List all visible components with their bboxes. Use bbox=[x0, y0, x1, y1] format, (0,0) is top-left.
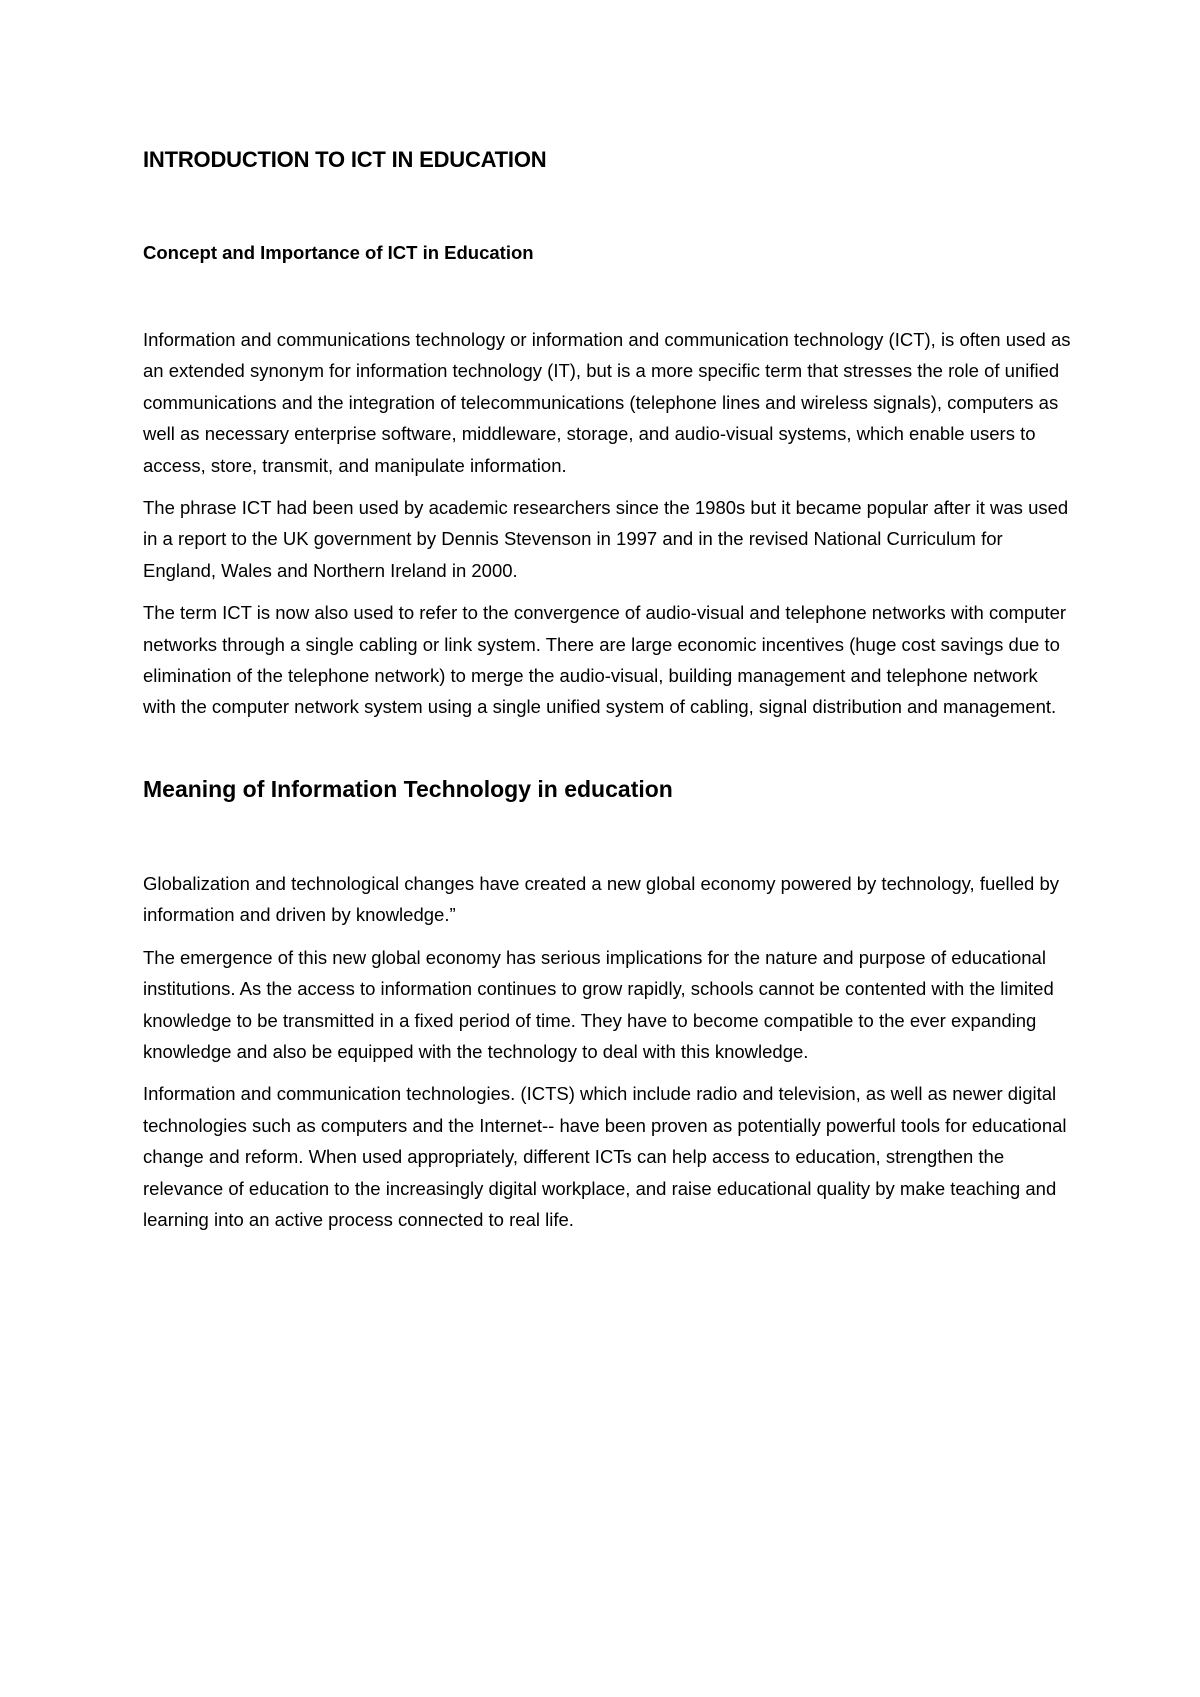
document-page bbox=[143, 140, 1073, 1235]
intro-paragraph-history: The phrase ICT had been used by academic researchers since the 1980s but it became popular after it was used in a report to the UK government by Dennis Stevenson in 1997 and in the revised National Curriculum for England, Wales and Northern Ireland in 2000. bbox=[143, 497, 1069, 581]
concept-subtitle: Concept and Importance of ICT in Education bbox=[143, 242, 534, 263]
section-heading-meaning: Meaning of Information Technology in education bbox=[143, 775, 673, 802]
intro-paragraph-definition: Information and communications technology or information and communication technology (ICT), is often used as an extended synonym for information technology (IT), but is a more specific term that stresses the role of unified communications and the integration of telecommunications (telephone lines and wireless signals), computers as well as necessary enterprise software, middleware, storage, and audio-visual systems, which enable users to access, store, transmit, and manipulate information. bbox=[143, 329, 1071, 476]
intro-paragraph-convergence: The term ICT is now also used to refer to the convergence of audio-visual and telephone networks with computer networks through a single cabling or link system. There are large economic incentives (huge cost savings due to elimination of the telephone network) to merge the audio-visual, building management and telephone network with the computer network system using a single unified system of cabling, signal distribution and management. bbox=[143, 602, 1067, 718]
document-title: INTRODUCTION TO ICT IN EDUCATION bbox=[143, 147, 547, 172]
section-paragraph-emergence: The emergence of this new global economy has serious implications for the nature and purpose of educational institutions. As the access to information continues to grow rapidly, schools cannot be contented with the limited knowledge to be transmitted in a fixed period of time. They have to become compatible to the ever expanding knowledge and also be equipped with the technology to deal with this knowledge. bbox=[143, 946, 1054, 1062]
section-paragraph-icts: Information and communication technologies. (ICTS) which include radio and television, as well as newer digital technologies such as computers and the Internet-- have been proven as potentially powerful tools for educational change and reform. When used appropriately, different ICTs can help access to education, strengthen the relevance of education to the increasingly digital workplace, and raise educational quality by make teaching and learning into an active process connected to real life. bbox=[143, 1083, 1067, 1230]
section-paragraph-globalization: Globalization and technological changes have created a new global economy powered by technology, fuelled by information and driven by knowledge.” bbox=[143, 872, 1060, 926]
